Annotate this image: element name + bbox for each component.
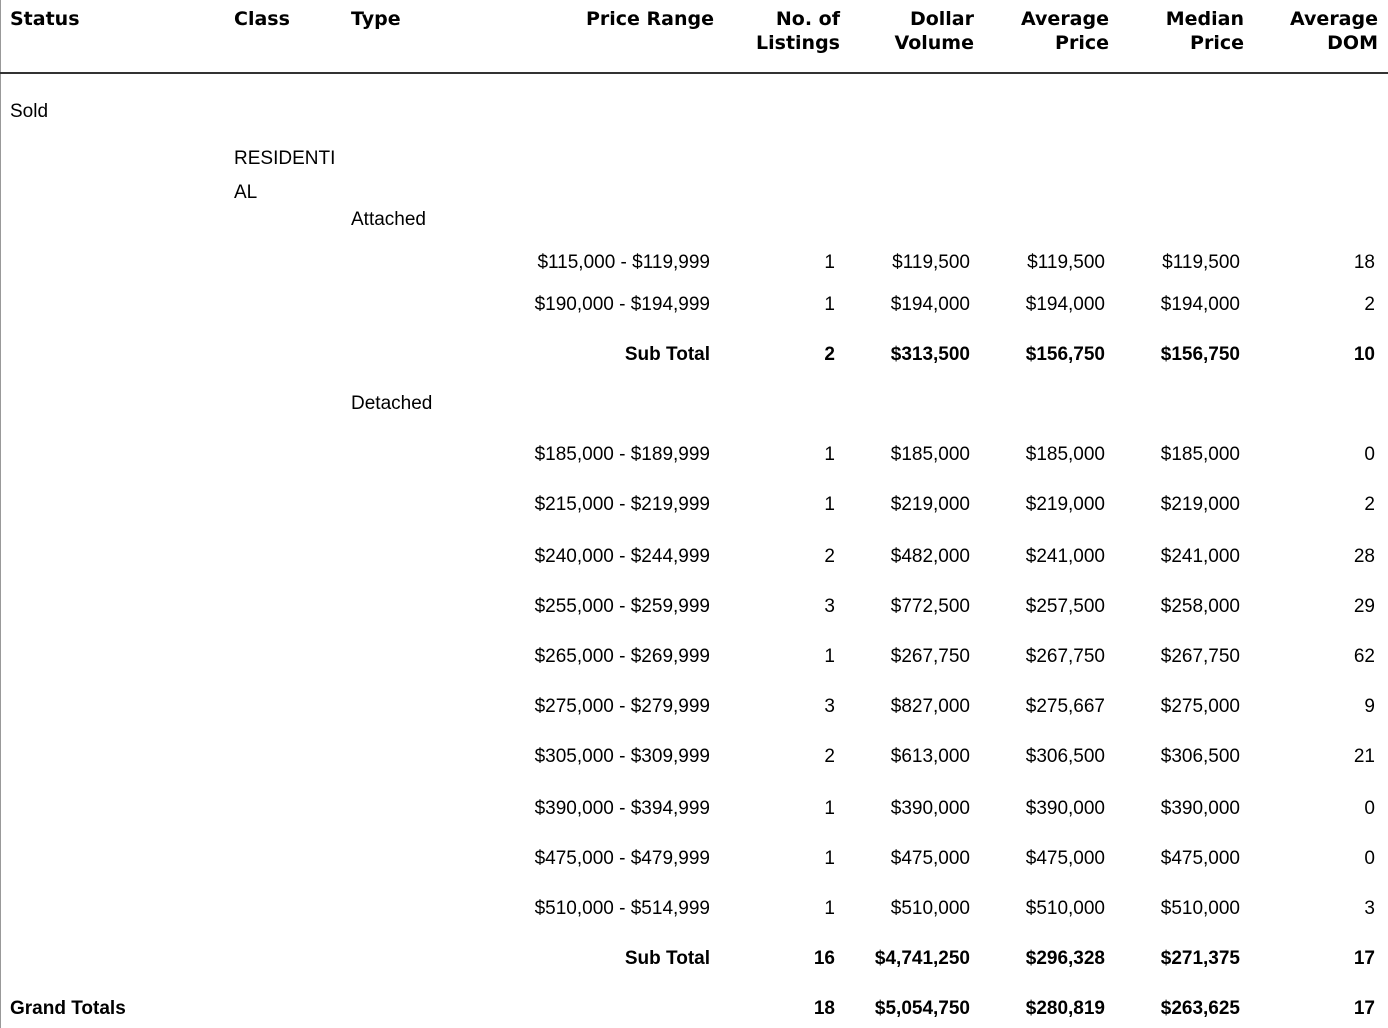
header-median-price-line2: Price	[1190, 32, 1244, 54]
median-price-cell: $275,000	[1160, 696, 1240, 717]
header-average-price	[989, 7, 1109, 55]
avg-price-cell: $194,000	[1025, 294, 1105, 315]
dom-cell: 0	[1364, 798, 1375, 819]
price-range-cell: $275,000 - $279,999	[534, 696, 710, 717]
dom-cell: 17	[1353, 948, 1375, 969]
header-average-dom	[1258, 7, 1378, 55]
table-row	[0, 290, 1388, 320]
avg-price-cell: $119,500	[1027, 252, 1105, 273]
header-average-price-line2: Price	[1055, 32, 1109, 54]
table-row	[0, 894, 1388, 924]
dom-cell: 3	[1364, 898, 1375, 919]
volume-cell: $772,500	[890, 596, 970, 617]
header-listings	[720, 7, 840, 55]
avg-price-cell: $185,000	[1025, 444, 1105, 465]
avg-price-cell: $306,500	[1025, 746, 1105, 767]
listings-cell: 3	[824, 596, 835, 617]
header-status: Status	[10, 8, 80, 30]
median-price-cell: $241,000	[1160, 546, 1240, 567]
listings-cell: 1	[824, 294, 835, 315]
header-price-range: Price Range	[585, 8, 714, 30]
header-listings-line2: Listings	[756, 32, 840, 54]
table-row	[0, 742, 1388, 772]
volume-cell: $390,000	[890, 798, 970, 819]
status-row	[0, 97, 1388, 127]
listings-cell: 1	[824, 646, 835, 667]
listings-cell: 1	[824, 252, 835, 273]
avg-price-cell: $219,000	[1025, 494, 1105, 515]
table-row	[0, 440, 1388, 470]
median-price-cell: $267,750	[1160, 646, 1240, 667]
volume-cell: $827,000	[890, 696, 970, 717]
dom-cell: 2	[1364, 494, 1375, 515]
price-range-cell: $390,000 - $394,999	[534, 798, 710, 819]
median-price-cell: $263,625	[1160, 998, 1240, 1019]
dom-cell: 18	[1353, 252, 1375, 273]
median-price-cell: $119,500	[1162, 252, 1240, 273]
volume-cell: $510,000	[890, 898, 970, 919]
subtotal-label: Sub Total	[624, 344, 710, 365]
type-label: Attached	[351, 209, 426, 230]
price-range-cell: $265,000 - $269,999	[534, 646, 710, 667]
median-price-cell: $219,000	[1160, 494, 1240, 515]
volume-cell: $194,000	[890, 294, 970, 315]
dom-cell: 9	[1364, 696, 1375, 717]
subtotal-row-attached	[0, 340, 1388, 370]
class-label: RESIDENTIAL	[234, 148, 336, 203]
table-row	[0, 490, 1388, 520]
dom-cell: 0	[1364, 444, 1375, 465]
table-row	[0, 642, 1388, 672]
status-label: Sold	[10, 101, 49, 122]
price-range-cell: $255,000 - $259,999	[534, 596, 710, 617]
listings-cell: 2	[824, 344, 835, 365]
header-average-dom-line1: Average	[1290, 8, 1378, 30]
volume-cell: $313,500	[890, 344, 970, 365]
listings-cell: 18	[813, 998, 835, 1019]
dom-cell: 62	[1353, 646, 1375, 667]
dom-cell: 2	[1364, 294, 1375, 315]
price-range-cell: $185,000 - $189,999	[534, 444, 710, 465]
volume-cell: $267,750	[890, 646, 970, 667]
table-row	[0, 794, 1388, 824]
price-range-cell: $115,000 - $119,999	[537, 252, 710, 273]
avg-price-cell: $475,000	[1025, 848, 1105, 869]
median-price-cell: $258,000	[1160, 596, 1240, 617]
price-range-cell: $305,000 - $309,999	[534, 746, 710, 767]
listings-cell: 3	[824, 696, 835, 717]
volume-cell: $5,054,750	[874, 998, 970, 1019]
median-price-cell: $510,000	[1160, 898, 1240, 919]
listings-cell: 1	[824, 898, 835, 919]
volume-cell: $482,000	[890, 546, 970, 567]
median-price-cell: $194,000	[1160, 294, 1240, 315]
table-row	[0, 692, 1388, 722]
avg-price-cell: $275,667	[1025, 696, 1105, 717]
table-row	[0, 592, 1388, 622]
price-range-cell: $510,000 - $514,999	[534, 898, 710, 919]
header-type: Type	[351, 8, 401, 30]
dom-cell: 17	[1353, 998, 1375, 1019]
listings-cell: 16	[813, 948, 835, 969]
dom-cell: 0	[1364, 848, 1375, 869]
volume-cell: $219,000	[890, 494, 970, 515]
median-price-cell: $156,750	[1160, 344, 1240, 365]
header-median-price	[1124, 7, 1244, 55]
volume-cell: $4,741,250	[874, 948, 970, 969]
median-price-cell: $390,000	[1160, 798, 1240, 819]
median-price-cell: $271,375	[1160, 948, 1240, 969]
header-average-price-line1: Average	[1021, 8, 1109, 30]
table-row	[0, 248, 1388, 278]
header-dollar-volume-line2: Volume	[894, 32, 974, 54]
avg-price-cell: $156,750	[1025, 344, 1105, 365]
listings-cell: 1	[824, 798, 835, 819]
table-row	[0, 844, 1388, 874]
dom-cell: 29	[1353, 596, 1375, 617]
grand-total-label: Grand Totals	[10, 998, 126, 1019]
header-listings-line1: No. of	[775, 8, 840, 30]
grand-total-row	[0, 994, 1388, 1024]
volume-cell: $475,000	[890, 848, 970, 869]
subtotal-label: Sub Total	[624, 948, 710, 969]
listings-cell: 1	[824, 848, 835, 869]
type-row-detached	[0, 389, 1388, 419]
listings-cell: 1	[824, 494, 835, 515]
avg-price-cell: $257,500	[1025, 596, 1105, 617]
volume-cell: $119,500	[892, 252, 970, 273]
avg-price-cell: $280,819	[1025, 998, 1105, 1019]
dom-cell: 28	[1353, 546, 1375, 567]
price-range-cell: $190,000 - $194,999	[534, 294, 710, 315]
listings-cell: 2	[824, 546, 835, 567]
subtotal-row-detached	[0, 944, 1388, 974]
median-price-cell: $475,000	[1160, 848, 1240, 869]
volume-cell: $185,000	[890, 444, 970, 465]
avg-price-cell: $241,000	[1025, 546, 1105, 567]
median-price-cell: $306,500	[1160, 746, 1240, 767]
header-class: Class	[234, 8, 290, 30]
header-average-dom-line2: DOM	[1327, 32, 1378, 54]
listings-cell: 1	[824, 444, 835, 465]
avg-price-cell: $390,000	[1025, 798, 1105, 819]
price-range-cell: $215,000 - $219,999	[534, 494, 710, 515]
volume-cell: $613,000	[890, 746, 970, 767]
price-range-cell: $240,000 - $244,999	[534, 546, 710, 567]
table-row	[0, 542, 1388, 572]
header-dollar-volume	[854, 7, 974, 55]
header-dollar-volume-line1: Dollar	[909, 8, 974, 30]
avg-price-cell: $267,750	[1025, 646, 1105, 667]
header-median-price-line1: Median	[1165, 8, 1244, 30]
dom-cell: 21	[1353, 746, 1375, 767]
avg-price-cell: $510,000	[1025, 898, 1105, 919]
type-label: Detached	[351, 393, 433, 414]
price-range-cell: $475,000 - $479,999	[534, 848, 710, 869]
dom-cell: 10	[1353, 344, 1375, 365]
avg-price-cell: $296,328	[1025, 948, 1105, 969]
listings-cell: 2	[824, 746, 835, 767]
type-row-attached	[0, 205, 1388, 235]
median-price-cell: $185,000	[1160, 444, 1240, 465]
header-divider	[0, 72, 1388, 74]
